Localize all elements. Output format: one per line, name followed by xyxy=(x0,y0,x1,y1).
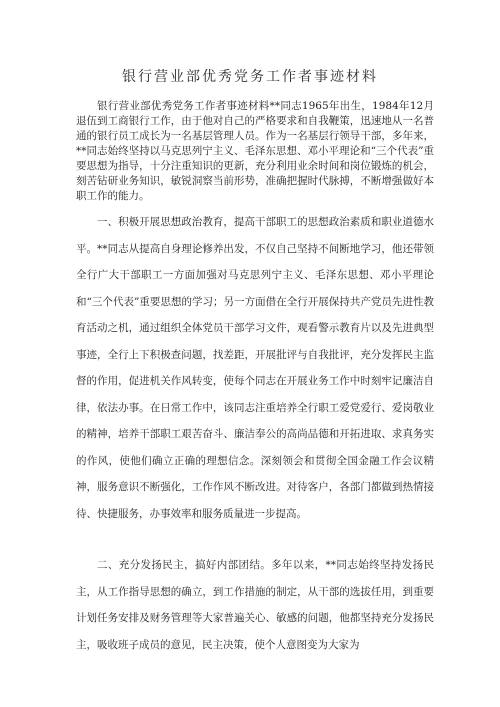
section-one-paragraph: 一、积极开展思想政治教育，提高干部职工的思想政治素质和职业道德水平。**同志从提高自身理论修养出发，不仅自己坚持不间断地学习，他还带领全行广大干部职工一方面加强对马克思列宁主义、毛泽东思想、邓小平理论和“三个代表”重要思想的学习；另一方面借在全行开展保持共产党员先进性教育活动之机，通过组织全体党员干部学习文件，观看警示教育片以及先进典型事迹，全行上下积极查问题，找差距，开展批评与自我批评，充分发挥民主监督的作用，促进机关作风转变，使每个同志在开展业务工作中时刻牢记廉洁自律，依法办事。在日常工作中，该同志注重培养全行职工爱党爱行、爱岗敬业的精神，培养干部职工艰苦奋斗、廉洁奉公的高尚品德和开拓进取、求真务实的作风，使他们确立正确的理想信念。深刻领会和贯彻全国金融工作会议精神，服务意识不断强化，工作作风不断改进。对待客户，各部门都做到热情接待、快捷服务，办事效率和服务质量进一步提高。 xyxy=(76,216,434,520)
section-two-paragraph: 二、充分发扬民主，搞好内部团结。多年以来，**同志始终坚持发扬民主，从工作指导思想的确立，到工作措施的制定，从干部的选拔任用，到重要计划任务安排及财务管理等大家普遍关心、敏感的问题，他都坚持充分发扬民主，吸收班子成员的意见，民主决策，使个人意图变为大家为 xyxy=(76,559,434,651)
document-title: 银行营业部优秀党务工作者事迹材料 xyxy=(122,69,378,85)
intro-paragraph: 银行营业部优秀党务工作者事迹材料**同志1965年出生，1984年12月退伍到工商银行工作，由于他对自己的严格要求和自我鞭策，迅速地从一名普通的银行员工成长为一名基层管理人员。作为一名基层行领导干部，多年来，**同志始终坚持以马克思列宁主义、毛泽东思想、邓小平理论和“三个代表”重要思想为指导，十分注重知识的更新，充分利用业余时间和岗位锻炼的机会，刻苦钻研业务知识，敏锐洞察当前形势，准确把握时代脉搏，不断增强做好本职工作的能力。 xyxy=(76,100,435,202)
